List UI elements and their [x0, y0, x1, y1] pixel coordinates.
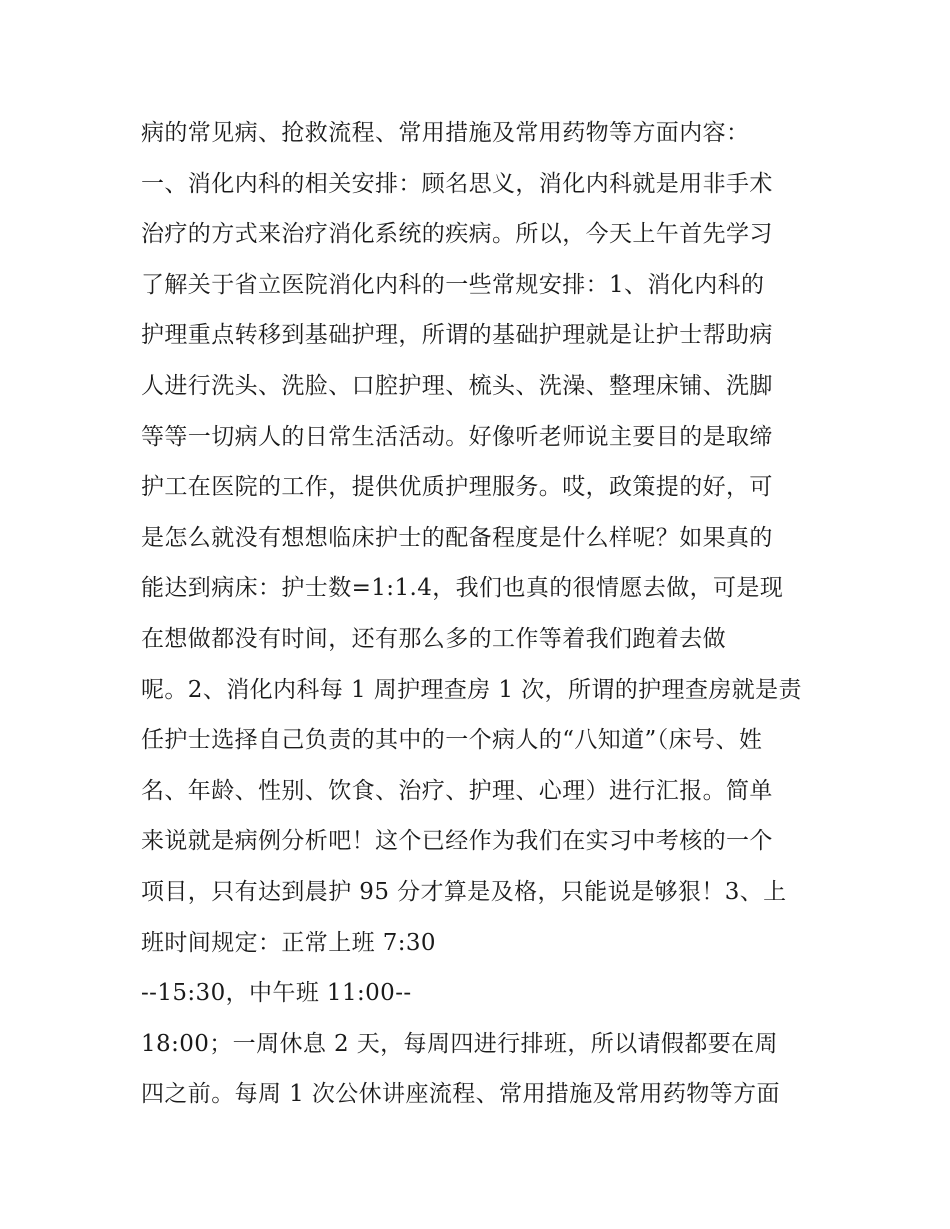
- text-line: 病的常见病、抢救流程、常用措施及常用药物等方面内容：: [141, 120, 750, 146]
- text-line: 18:00；一周休息 2 天，每周四进行排班，所以请假都要在周: [141, 1030, 778, 1057]
- text-line: 项目，只有达到晨护 95 分才算是及格，只能说是够狠！3、上: [141, 878, 787, 905]
- text-line: 护理重点转移到基础护理，所谓的基础护理就是让护士帮助病: [141, 322, 773, 349]
- text-line: 在想做都没有时间，还有那么多的工作等着我们跑着去做: [141, 625, 726, 652]
- body-text: [141, 108, 821, 1120]
- text-line: 能达到病床：护士数=1:1.4，我们也真的很情愿去做，可是现: [141, 575, 784, 602]
- text-line: 四之前。每周 1 次公休讲座流程、常用措施及常用药物等方面: [141, 1081, 780, 1108]
- text-line: 名、年龄、性别、饮食、治疗、护理、心理）进行汇报。简单: [141, 777, 773, 804]
- text-line: 治疗的方式来治疗消化系统的疾病。所以，今天上午首先学习: [141, 221, 773, 248]
- text-line: 护工在医院的工作，提供优质护理服务。哎，政策提的好，可: [141, 474, 773, 501]
- text-line: 了解关于省立医院消化内科的一些常规安排：1、消化内科的: [141, 271, 765, 298]
- text-line: 一、消化内科的相关安排：顾名思义，消化内科就是用非手术: [141, 170, 773, 197]
- text-line: 来说就是病例分析吧！这个已经作为我们在实习中考核的一个: [141, 828, 773, 855]
- text-line: 是怎么就没有想想临床护士的配备程度是什么样呢？如果真的: [141, 524, 773, 551]
- text-line: 呢。2、消化内科每 1 周护理查房 1 次，所谓的护理查房就是责: [141, 676, 802, 703]
- text-line: 任护士选择自己负责的其中的一个病人的“八知道”（床号、姓: [141, 727, 763, 754]
- text-line: 人进行洗头、洗脸、口腔护理、梳头、洗澡、整理床铺、洗脚: [141, 372, 773, 399]
- text-line: 等等一切病人的日常生活活动。好像听老师说主要目的是取缔: [141, 423, 773, 450]
- text-line: --15:30，中午班 11:00--: [141, 980, 412, 1007]
- text-line: 班时间规定：正常上班 7:30: [141, 929, 436, 956]
